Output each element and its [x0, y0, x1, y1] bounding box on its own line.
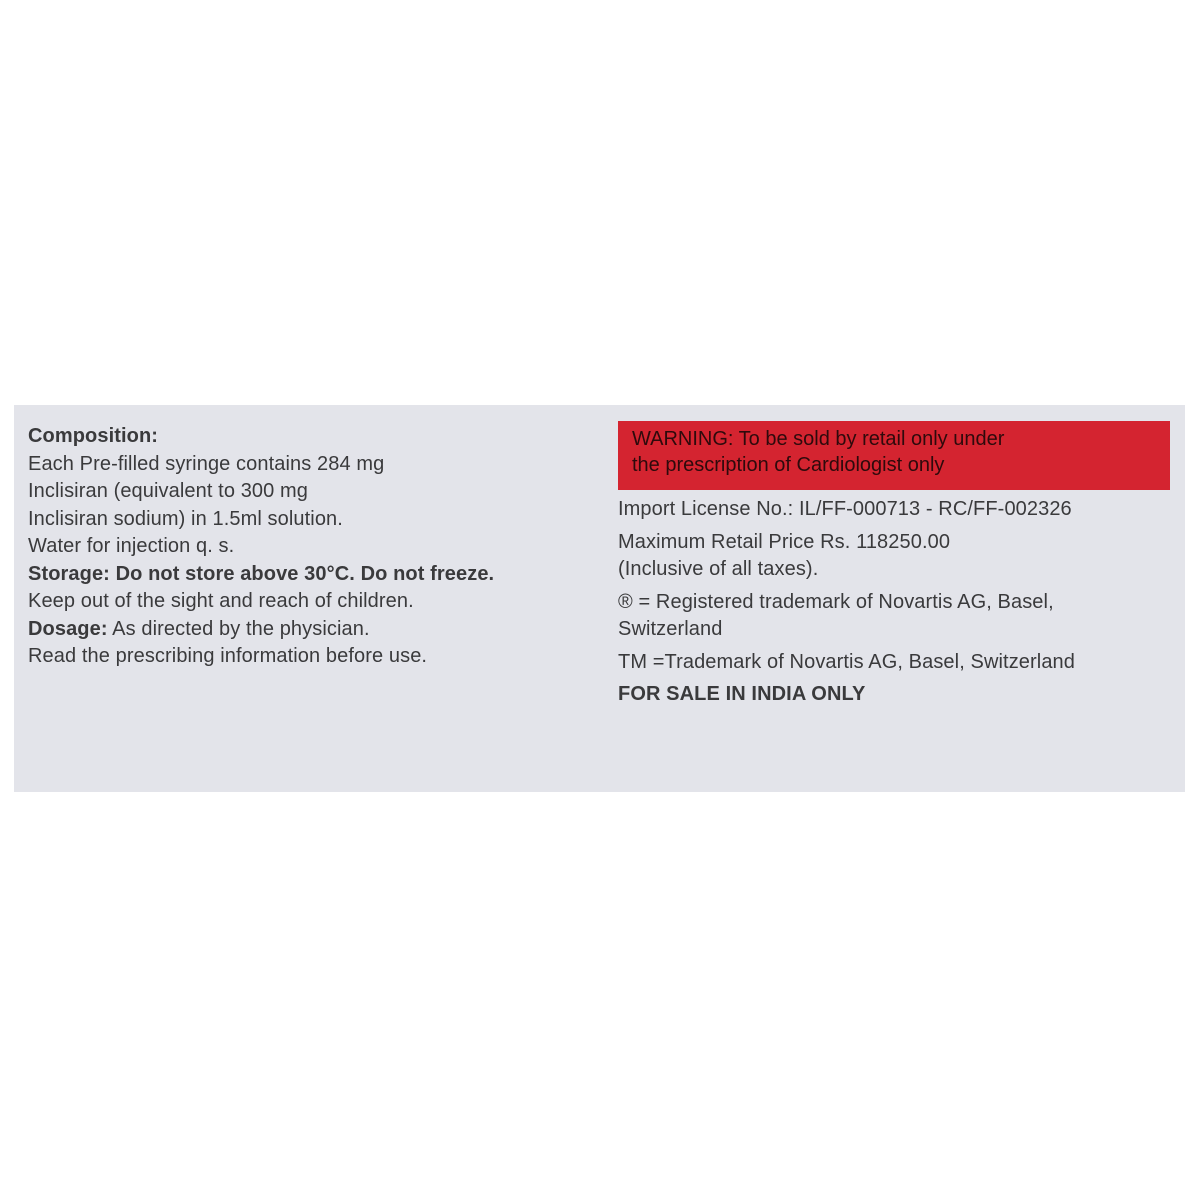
- regulatory-column: [618, 421, 1170, 709]
- warning-line: WARNING: To be sold by retail only under: [632, 428, 1005, 450]
- trademark-note: TM =Trademark of Novartis AG, Basel, Switzerland: [618, 650, 1075, 673]
- storage-instruction: Storage: Do not store above 30°C. Do not freeze.: [28, 562, 495, 585]
- composition-line: Each Pre-filled syringe contains 284 mg: [28, 452, 385, 475]
- sale-region-notice: FOR SALE IN INDIA ONLY: [618, 683, 866, 705]
- dosage-text: As directed by the physician.: [107, 617, 370, 640]
- read-info-note: Read the prescribing information before use.: [28, 645, 428, 667]
- composition-column: [28, 423, 608, 671]
- composition-line: Inclisiran sodium) in 1.5ml solution.: [28, 507, 343, 530]
- dosage-label: Dosage:: [28, 617, 108, 640]
- composition-line: Water for injection q. s.: [28, 535, 235, 557]
- regulatory-info: [618, 496, 1170, 709]
- composition-heading: Composition:: [28, 425, 159, 447]
- registered-trademark-note: ® = Registered trademark of Novartis AG, Basel,: [618, 590, 1054, 613]
- composition-line: Inclisiran (equivalent to 300 mg: [28, 480, 309, 502]
- child-safety-note: Keep out of the sight and reach of children.: [28, 590, 414, 612]
- carton-label-panel: [14, 405, 1185, 792]
- dosage-line: [28, 616, 608, 644]
- mrp-tax-note: (Inclusive of all taxes).: [618, 558, 819, 580]
- warning-box: [618, 421, 1170, 490]
- warning-line: the prescription of Cardiologist only: [632, 454, 945, 476]
- registered-trademark-note: Switzerland: [618, 618, 723, 640]
- import-license: Import License No.: IL/FF-000713 - RC/FF-002326: [618, 498, 1072, 520]
- mrp-line: Maximum Retail Price Rs. 118250.00: [618, 530, 951, 553]
